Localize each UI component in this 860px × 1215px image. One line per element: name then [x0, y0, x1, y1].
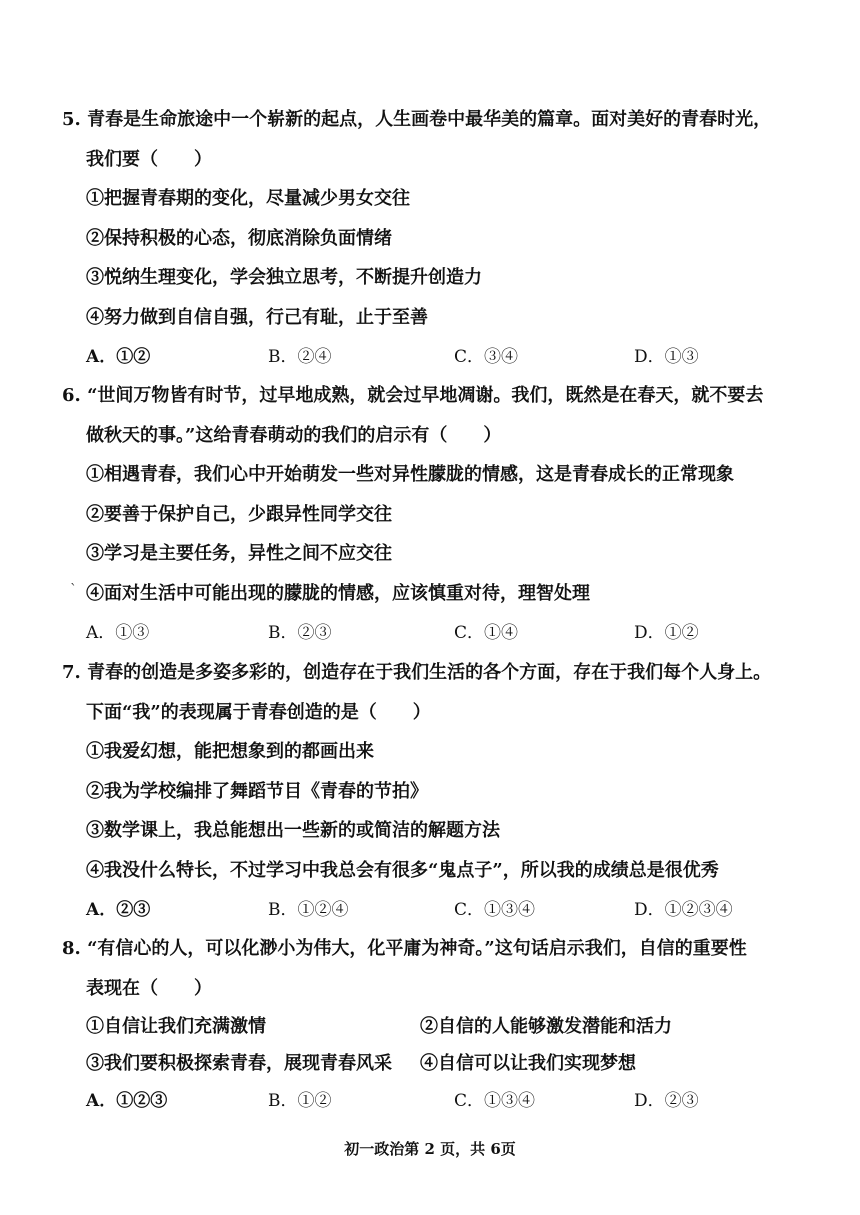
question-6-statement-1: ①相遇青春，我们心中开始萌发一些对异性朦胧的情感，这是青春成长的正常现象	[86, 464, 734, 485]
question-8-statement-1: ①自信让我们充满激情	[86, 1016, 266, 1037]
question-7-stem-line2: 下面“我”的表现属于青春创造的是（ ）	[86, 702, 431, 723]
question-7-choice-c: C．①③④	[454, 900, 536, 920]
question-8-stem-line2: 表现在（ ）	[86, 978, 212, 999]
question-8-number: 8.	[62, 938, 81, 959]
question-7-statement-3: ③数学课上，我总能想出一些新的或简洁的解题方法	[86, 820, 500, 841]
question-6-stem-line1	[62, 384, 763, 408]
question-7-statement-1: ①我爱幻想，能把想象到的都画出来	[86, 741, 374, 762]
question-5-statement-1: ①把握青春期的变化，尽量减少男女交往	[86, 188, 410, 209]
question-6-stem-text: “世间万物皆有时节，过早地成熟，就会过早地凋谢。我们，既然是在春天，就不要去	[87, 385, 764, 406]
stray-mark: `	[70, 582, 77, 598]
question-8-stem-line1	[62, 937, 747, 961]
question-6-statement-3: ③学习是主要任务，异性之间不应交往	[86, 543, 392, 564]
question-8-statement-4: ④自信可以让我们实现梦想	[420, 1053, 636, 1074]
question-5-statement-4: ④努力做到自信自强，行己有耻，止于至善	[86, 307, 428, 328]
question-6-choice-d: D．①②	[634, 623, 699, 643]
question-8-statement-3: ③我们要积极探索青春，展现青春风采	[86, 1053, 392, 1074]
question-5-choice-d: D．①③	[634, 347, 699, 367]
question-7-stem-line1	[62, 661, 771, 685]
question-8-choice-b: B．①②	[268, 1091, 332, 1111]
question-7-stem-text: 青春的创造是多姿多彩的，创造存在于我们生活的各个方面，存在于我们每个人身上。	[87, 662, 772, 683]
question-5-number: 5.	[62, 109, 81, 130]
question-5-stem-text: 青春是生命旅途中一个崭新的起点，人生画卷中最华美的篇章。面对美好的青春时光，	[87, 109, 772, 130]
question-7-choice-a: A．②③	[86, 900, 151, 920]
question-8-stem-text: “有信心的人，可以化渺小为伟大，化平庸为神奇。”这句话启示我们，自信的重要性	[87, 938, 747, 959]
page-footer: 初一政治第 2 页，共 6页	[344, 1140, 516, 1158]
question-7-choice-d: D．①②③④	[634, 900, 733, 920]
question-6-statement-4: ④面对生活中可能出现的朦胧的情感，应该慎重对待，理智处理	[86, 583, 590, 604]
question-8-choice-c: C．①③④	[454, 1091, 536, 1111]
question-5-statement-3: ③悦纳生理变化，学会独立思考，不断提升创造力	[86, 267, 482, 288]
question-6-statement-2: ②要善于保护自己，少跟异性同学交往	[86, 504, 392, 525]
question-5-choice-a: A．①②	[86, 347, 151, 367]
question-6-number: 6.	[62, 385, 81, 406]
question-7-number: 7.	[62, 662, 81, 683]
question-5-stem-line2: 我们要（ ）	[86, 149, 212, 170]
question-8-choice-d: D．②③	[634, 1091, 699, 1111]
question-8-statement-2: ②自信的人能够激发潜能和活力	[420, 1016, 672, 1037]
question-7-statement-2: ②我为学校编排了舞蹈节目《青春的节拍》	[86, 781, 428, 802]
question-5-stem-line1	[62, 108, 771, 132]
question-6-choice-c: C．①④	[454, 623, 519, 643]
question-5-choice-b: B．②④	[268, 347, 332, 367]
question-6-choice-b: B．②③	[268, 623, 332, 643]
question-6-stem-line2: 做秋天的事。”这给青春萌动的我们的启示有（ ）	[86, 425, 502, 446]
question-5-statement-2: ②保持积极的心态，彻底消除负面情绪	[86, 228, 392, 249]
question-8-choice-a: A．①②③	[86, 1091, 168, 1111]
question-6-choice-a: A．①③	[86, 623, 150, 643]
question-7-choice-b: B．①②④	[268, 900, 349, 920]
question-7-statement-4: ④我没什么特长，不过学习中我总会有很多“鬼点子”，所以我的成绩总是很优秀	[86, 860, 719, 881]
question-5-choice-c: C．③④	[454, 347, 519, 367]
